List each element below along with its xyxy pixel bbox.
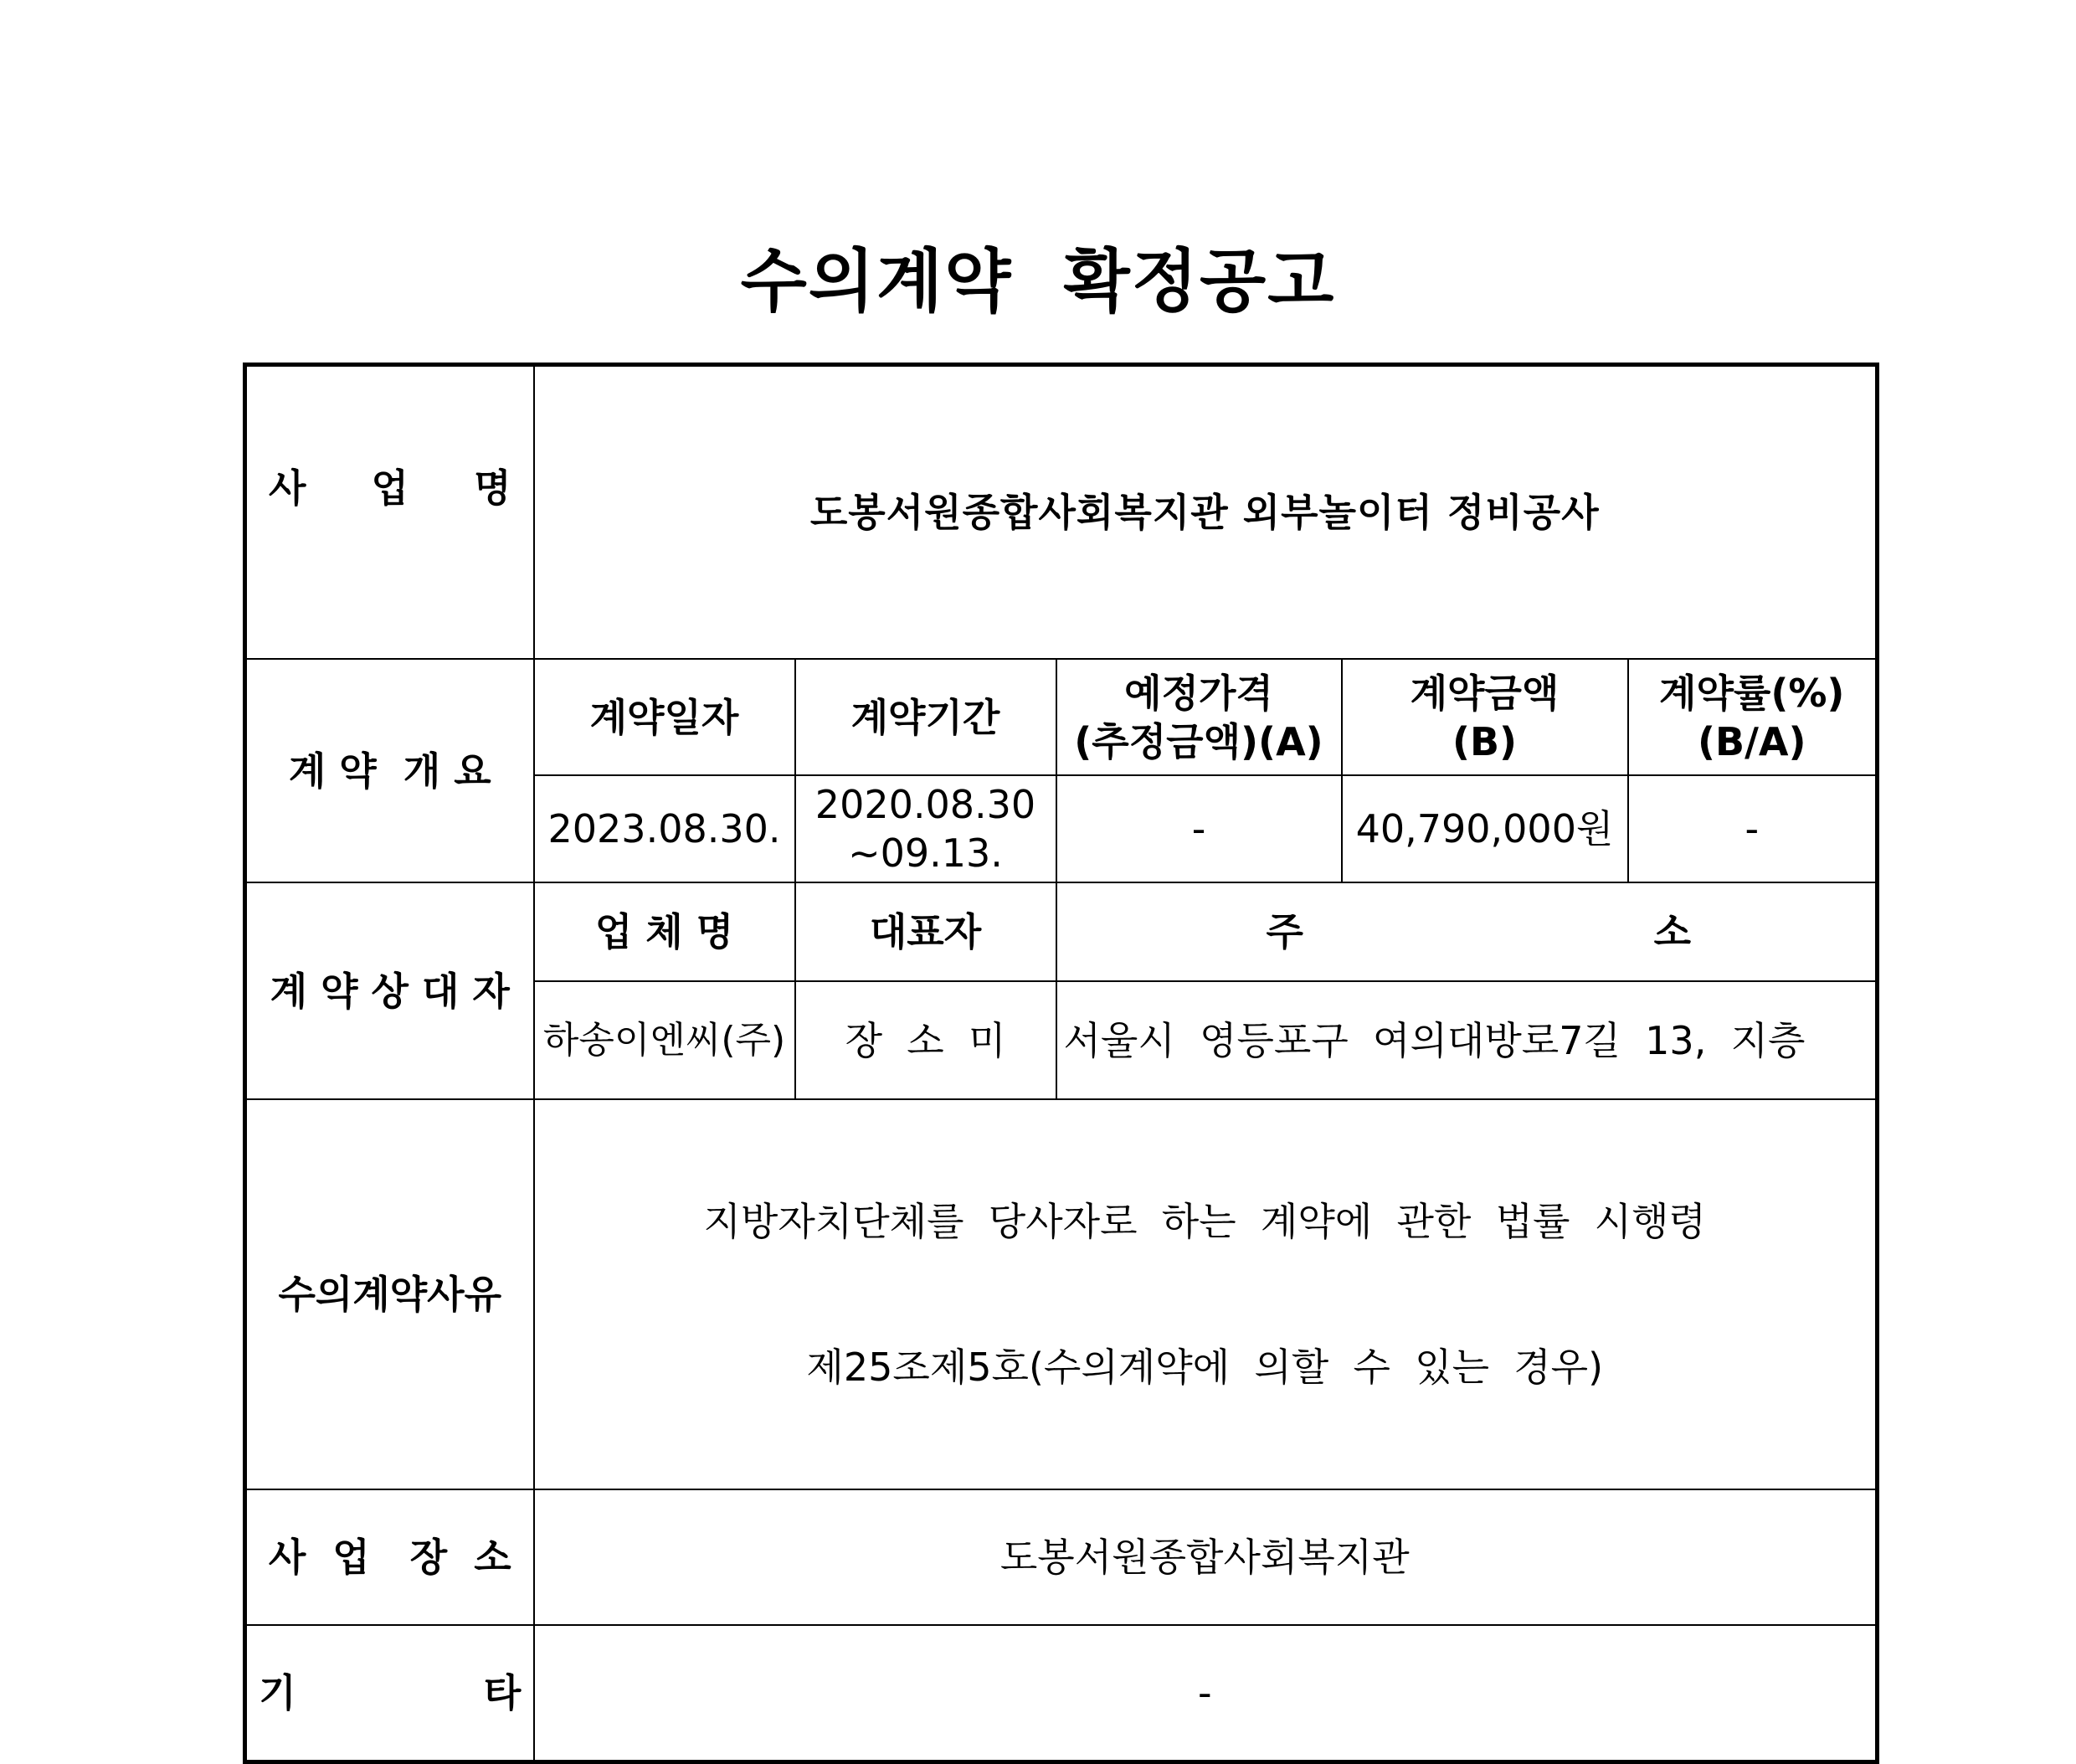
reason-row — [245, 1099, 1878, 1489]
address-value: 서울시 영등포구 여의대방로7길 13, 지층 — [1056, 981, 1878, 1099]
site-label: 사 업 장 소 — [245, 1489, 534, 1625]
project-name-value: 도봉서원종합사회복지관 외부놀이터 정비공사 — [534, 365, 1878, 660]
contract-date-value: 2023.08.30. — [534, 775, 795, 882]
etc-row — [245, 1625, 1878, 1761]
counterparty-header-row — [245, 882, 1878, 981]
etc-label: 기 타 — [245, 1625, 534, 1761]
project-name-label-char-3: 명 — [474, 465, 511, 511]
contract-rate-value: - — [1628, 775, 1878, 882]
contract-amount-header — [1342, 659, 1628, 775]
contract-period-header: 계약기간 — [795, 659, 1056, 775]
site-row — [245, 1489, 1878, 1625]
estimated-price-header-line2: (추정금액)(A) — [1074, 718, 1323, 764]
estimated-price-header-line1: 예정가격 — [1124, 670, 1273, 716]
site-value: 도봉서원종합사회복지관 — [534, 1489, 1878, 1625]
project-name-label-char-1: 사 — [269, 465, 306, 511]
project-name-label — [245, 365, 534, 660]
contract-period-value-line1: 2020.08.30 — [814, 782, 1036, 827]
reason-value-line1: 지방자치단체를 당사자로 하는 계약에 관한 법률 시행령 — [703, 1199, 1706, 1244]
contract-rate-header — [1628, 659, 1878, 775]
project-name-row — [245, 365, 1878, 660]
contract-period-value-line2: ~09.13. — [848, 831, 1003, 876]
contract-amount-header-line1: 계약금액 — [1410, 670, 1560, 716]
contract-amount-value: 40,790,000원 — [1342, 775, 1628, 882]
address-header — [1056, 882, 1878, 981]
counterparty-label: 계 약 상 대 자 — [245, 882, 534, 1099]
etc-value: - — [534, 1625, 1878, 1761]
contract-date-header: 계약일자 — [534, 659, 795, 775]
announcement-table — [243, 363, 1879, 1764]
estimated-price-header — [1056, 659, 1342, 775]
representative-value: 장 소 미 — [795, 981, 1056, 1099]
company-name-header: 업 체 명 — [534, 882, 795, 981]
reason-label: 수의계약사유 — [245, 1099, 534, 1489]
reason-value — [534, 1099, 1878, 1489]
page-title: 수의계약 확정공고 — [740, 242, 1336, 321]
contract-period-value — [795, 775, 1056, 882]
contract-rate-header-line2: (B/A) — [1697, 718, 1806, 764]
address-header-left: 주 — [1266, 909, 1303, 954]
company-name-value: 하송이엔씨(주) — [534, 981, 795, 1099]
address-header-right: 소 — [1653, 909, 1691, 954]
overview-header-row — [245, 659, 1878, 775]
contract-amount-header-line2: (B) — [1452, 718, 1518, 764]
estimated-price-value: - — [1056, 775, 1342, 882]
project-name-label-char-2: 업 — [371, 465, 409, 511]
overview-label: 계 약 개 요 — [245, 659, 534, 882]
representative-header: 대표자 — [795, 882, 1056, 981]
reason-value-line2: 제25조제5호(수의계약에 의할 수 있는 경우) — [806, 1345, 1604, 1390]
contract-rate-header-line1: 계약률(%) — [1659, 670, 1845, 716]
